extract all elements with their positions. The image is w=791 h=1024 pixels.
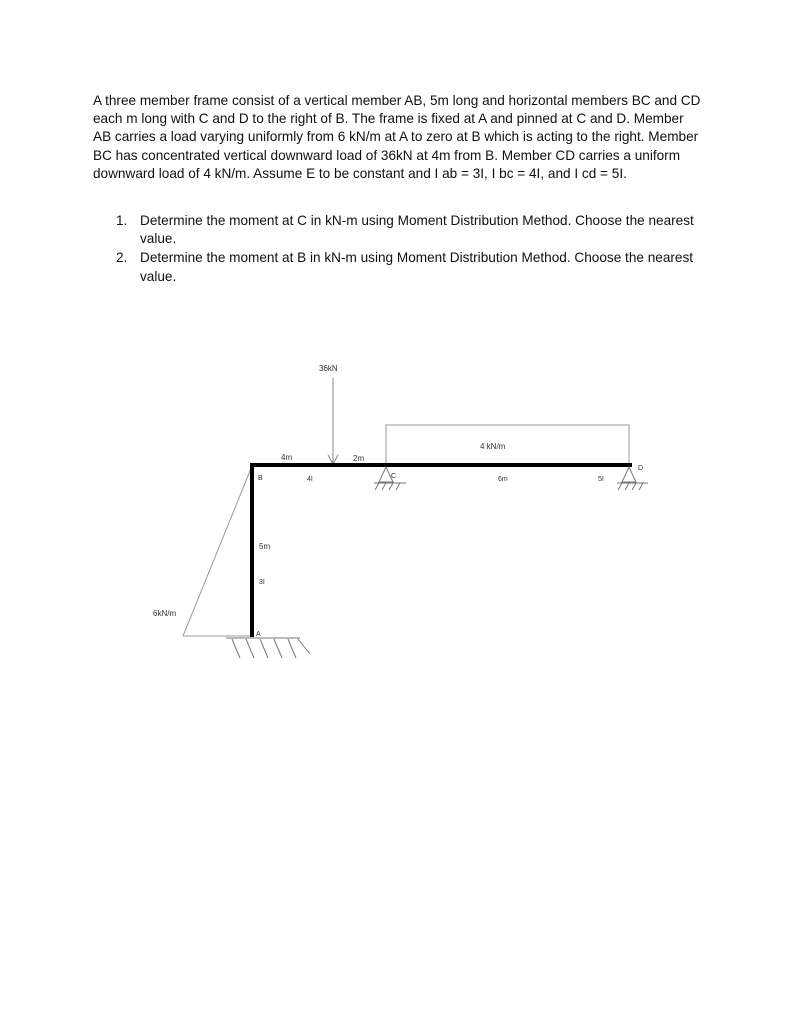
- question-text: Determine the moment at B in kN-m using Moment Distribution Method. Choose the nearest value.: [140, 250, 694, 284]
- inertia-bc: 4I: [307, 476, 313, 483]
- dim-cd: 6m: [498, 476, 508, 483]
- pin-support-c: [374, 467, 406, 490]
- problem-statement: A three member frame consist of a vertical member AB, 5m long and horizontal members BC and CD each m long with C and D to the right of B. The frame is fixed at A and pinned at C and D. Member AB carries a load varying uniformly from 6 kN/m at A to zero at B which is acting to the right. Member BC has concentrated vertical downward load of 36kN at 4m from B. Member CD carries a uniform downward load of 4 kN/m. Assume E to be constant and I ab = 3I, I bc = 4I, and I cd = 5I.: [93, 93, 701, 181]
- question-text: Determine the moment at C in kN-m using Moment Distribution Method. Choose the nearest value.: [140, 213, 694, 247]
- pin-support-d: [617, 467, 648, 490]
- inertia-cd: 5I: [598, 476, 604, 483]
- triangular-load-label: 6kN/m: [153, 609, 177, 618]
- question-number: 1.: [116, 213, 128, 228]
- point-load-label: 36kN: [319, 364, 338, 373]
- dim-ab: 5m: [259, 542, 271, 551]
- udl-label: 4 kN/m: [480, 442, 506, 451]
- joint-a-label: A: [256, 631, 261, 638]
- fixed-support-a: [226, 638, 310, 658]
- dim-load-to-c: 2m: [353, 454, 365, 463]
- joint-c-label: C: [391, 473, 397, 480]
- udl-box: [386, 425, 629, 465]
- dim-b-to-load: 4m: [281, 453, 293, 462]
- triangular-load-edge: [183, 466, 252, 636]
- inertia-ab: 3I: [259, 579, 265, 586]
- question-number: 2.: [116, 250, 128, 266]
- joint-d-label: D: [638, 465, 644, 472]
- joint-b-label: B: [258, 475, 263, 482]
